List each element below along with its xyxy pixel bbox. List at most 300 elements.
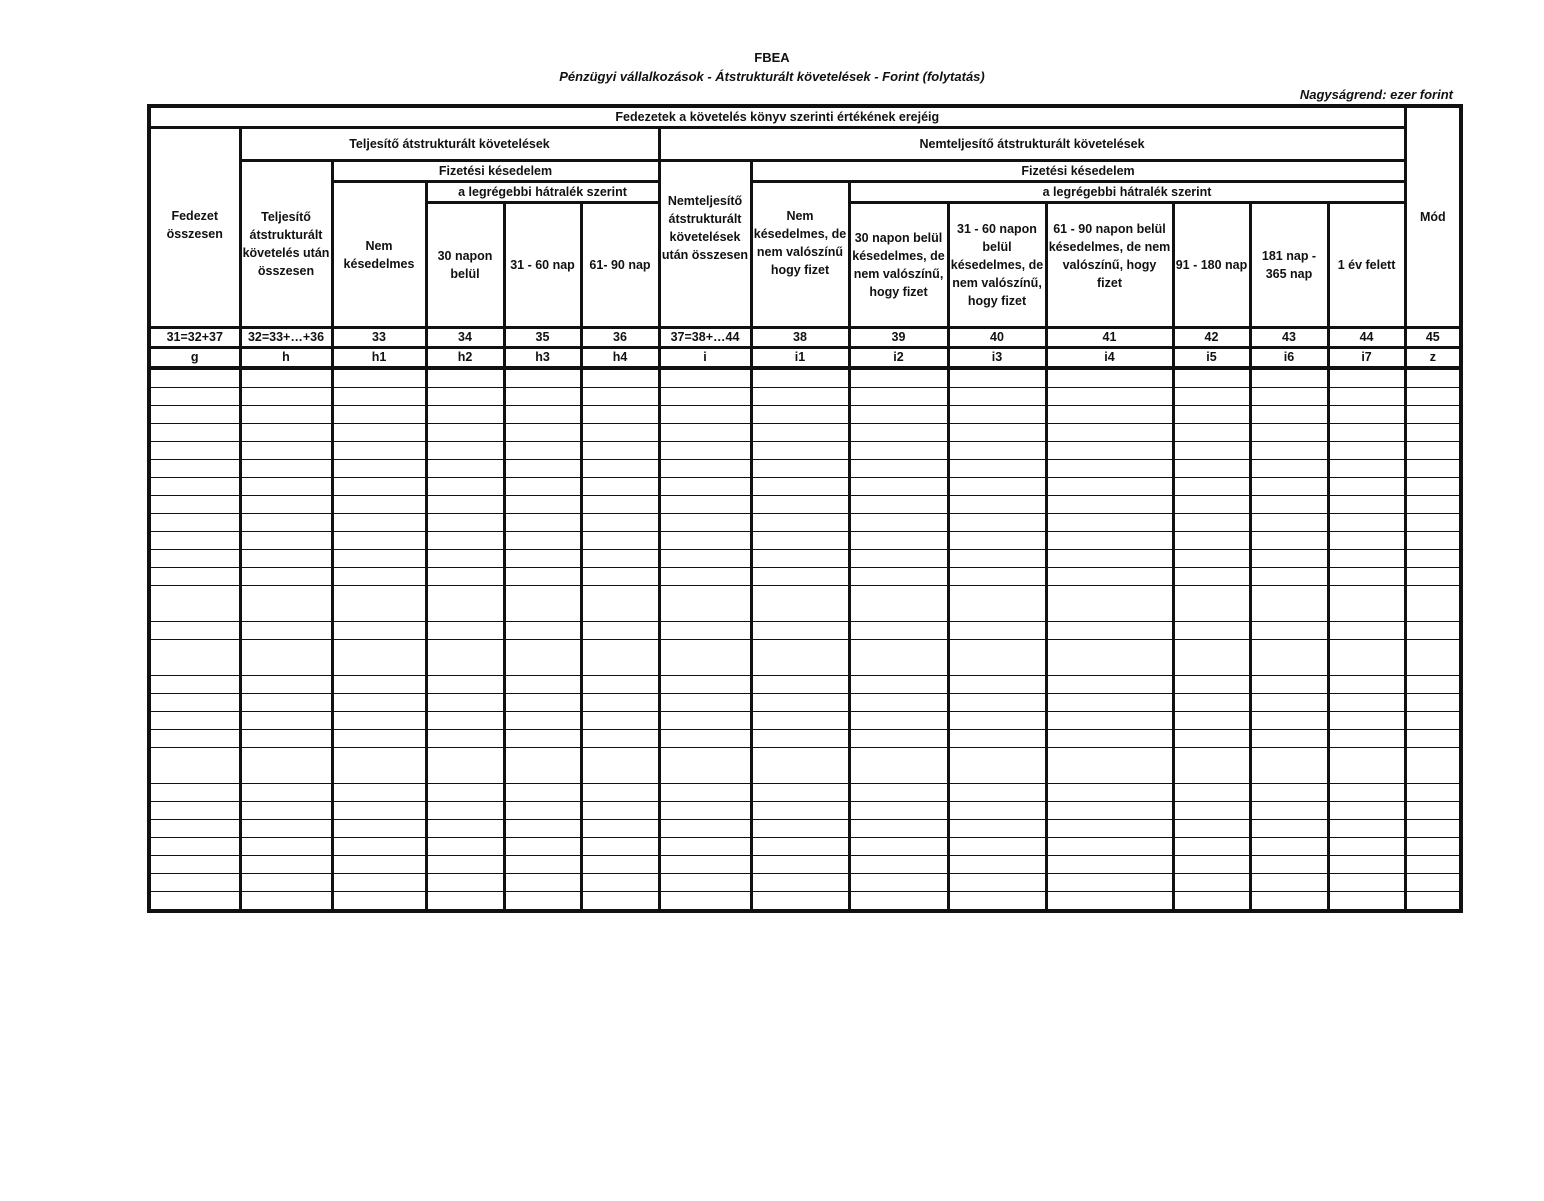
table-cell[interactable] — [1405, 874, 1461, 892]
table-cell[interactable] — [948, 532, 1046, 550]
table-cell[interactable] — [504, 496, 581, 514]
table-cell[interactable] — [581, 784, 659, 802]
table-cell[interactable] — [948, 514, 1046, 532]
table-cell[interactable] — [751, 820, 849, 838]
table-cell[interactable] — [751, 676, 849, 694]
table-cell[interactable] — [849, 514, 948, 532]
table-cell[interactable] — [581, 496, 659, 514]
table-cell[interactable] — [1250, 368, 1328, 388]
table-cell[interactable] — [1046, 856, 1173, 874]
table-cell[interactable] — [426, 640, 504, 676]
table-cell[interactable] — [948, 838, 1046, 856]
table-cell[interactable] — [1250, 802, 1328, 820]
table-cell[interactable] — [504, 550, 581, 568]
table-cell[interactable] — [1328, 368, 1405, 388]
table-cell[interactable] — [504, 820, 581, 838]
table-cell[interactable] — [751, 694, 849, 712]
table-cell[interactable] — [659, 820, 751, 838]
table-cell[interactable] — [1328, 424, 1405, 442]
table-cell[interactable] — [504, 640, 581, 676]
table-cell[interactable] — [1250, 496, 1328, 514]
table-cell[interactable] — [332, 568, 426, 586]
table-cell[interactable] — [332, 622, 426, 640]
table-cell[interactable] — [1046, 496, 1173, 514]
table-cell[interactable] — [504, 478, 581, 496]
table-cell[interactable] — [1405, 586, 1461, 622]
table-cell[interactable] — [1173, 856, 1250, 874]
table-cell[interactable] — [948, 388, 1046, 406]
table-cell[interactable] — [1405, 694, 1461, 712]
table-cell[interactable] — [948, 622, 1046, 640]
table-cell[interactable] — [149, 730, 240, 748]
table-cell[interactable] — [504, 406, 581, 424]
table-cell[interactable] — [240, 748, 332, 784]
table-cell[interactable] — [581, 712, 659, 730]
table-cell[interactable] — [659, 892, 751, 912]
table-cell[interactable] — [659, 784, 751, 802]
table-cell[interactable] — [1250, 460, 1328, 478]
table-cell[interactable] — [1405, 388, 1461, 406]
table-cell[interactable] — [948, 892, 1046, 912]
table-cell[interactable] — [751, 586, 849, 622]
table-cell[interactable] — [426, 838, 504, 856]
table-cell[interactable] — [240, 640, 332, 676]
table-cell[interactable] — [240, 442, 332, 460]
table-cell[interactable] — [581, 388, 659, 406]
table-cell[interactable] — [149, 712, 240, 730]
table-cell[interactable] — [504, 730, 581, 748]
table-cell[interactable] — [1328, 406, 1405, 424]
table-cell[interactable] — [240, 478, 332, 496]
table-cell[interactable] — [1173, 532, 1250, 550]
table-cell[interactable] — [849, 694, 948, 712]
table-cell[interactable] — [1328, 892, 1405, 912]
table-cell[interactable] — [332, 802, 426, 820]
table-cell[interactable] — [426, 712, 504, 730]
table-cell[interactable] — [240, 712, 332, 730]
table-cell[interactable] — [1405, 424, 1461, 442]
table-cell[interactable] — [332, 784, 426, 802]
table-cell[interactable] — [751, 496, 849, 514]
table-cell[interactable] — [332, 712, 426, 730]
table-cell[interactable] — [1405, 406, 1461, 424]
table-cell[interactable] — [504, 460, 581, 478]
table-cell[interactable] — [240, 730, 332, 748]
table-cell[interactable] — [1405, 784, 1461, 802]
table-cell[interactable] — [332, 406, 426, 424]
table-cell[interactable] — [1173, 478, 1250, 496]
table-cell[interactable] — [948, 496, 1046, 514]
table-cell[interactable] — [659, 478, 751, 496]
table-cell[interactable] — [149, 388, 240, 406]
table-cell[interactable] — [504, 568, 581, 586]
table-cell[interactable] — [1046, 514, 1173, 532]
table-cell[interactable] — [581, 424, 659, 442]
table-cell[interactable] — [1173, 676, 1250, 694]
table-cell[interactable] — [1328, 622, 1405, 640]
table-cell[interactable] — [849, 368, 948, 388]
table-cell[interactable] — [426, 550, 504, 568]
table-cell[interactable] — [751, 874, 849, 892]
table-cell[interactable] — [659, 388, 751, 406]
table-cell[interactable] — [581, 514, 659, 532]
table-cell[interactable] — [1250, 892, 1328, 912]
table-cell[interactable] — [1328, 514, 1405, 532]
table-cell[interactable] — [1046, 460, 1173, 478]
table-cell[interactable] — [332, 892, 426, 912]
table-cell[interactable] — [659, 368, 751, 388]
table-cell[interactable] — [659, 730, 751, 748]
table-cell[interactable] — [849, 460, 948, 478]
table-cell[interactable] — [948, 730, 1046, 748]
table-cell[interactable] — [149, 838, 240, 856]
table-cell[interactable] — [240, 892, 332, 912]
table-cell[interactable] — [1046, 388, 1173, 406]
table-cell[interactable] — [751, 784, 849, 802]
table-cell[interactable] — [849, 442, 948, 460]
table-cell[interactable] — [149, 892, 240, 912]
table-cell[interactable] — [1250, 748, 1328, 784]
table-cell[interactable] — [504, 388, 581, 406]
table-cell[interactable] — [1173, 442, 1250, 460]
table-cell[interactable] — [504, 694, 581, 712]
table-cell[interactable] — [849, 784, 948, 802]
table-cell[interactable] — [659, 406, 751, 424]
table-cell[interactable] — [504, 514, 581, 532]
table-cell[interactable] — [1328, 730, 1405, 748]
table-cell[interactable] — [1328, 460, 1405, 478]
table-cell[interactable] — [1046, 586, 1173, 622]
table-cell[interactable] — [240, 368, 332, 388]
table-cell[interactable] — [1328, 856, 1405, 874]
table-cell[interactable] — [332, 496, 426, 514]
table-cell[interactable] — [659, 532, 751, 550]
table-cell[interactable] — [149, 784, 240, 802]
table-cell[interactable] — [659, 424, 751, 442]
table-cell[interactable] — [1046, 478, 1173, 496]
table-cell[interactable] — [149, 406, 240, 424]
table-cell[interactable] — [751, 442, 849, 460]
table-cell[interactable] — [849, 496, 948, 514]
table-cell[interactable] — [504, 424, 581, 442]
table-cell[interactable] — [426, 388, 504, 406]
table-cell[interactable] — [240, 622, 332, 640]
table-cell[interactable] — [849, 730, 948, 748]
table-cell[interactable] — [1250, 388, 1328, 406]
table-cell[interactable] — [332, 424, 426, 442]
table-cell[interactable] — [1173, 892, 1250, 912]
table-cell[interactable] — [1046, 532, 1173, 550]
table-cell[interactable] — [332, 748, 426, 784]
table-cell[interactable] — [1250, 424, 1328, 442]
table-cell[interactable] — [426, 748, 504, 784]
table-cell[interactable] — [849, 586, 948, 622]
table-cell[interactable] — [849, 838, 948, 856]
table-cell[interactable] — [426, 820, 504, 838]
table-cell[interactable] — [1250, 820, 1328, 838]
table-cell[interactable] — [240, 388, 332, 406]
table-cell[interactable] — [240, 568, 332, 586]
table-cell[interactable] — [240, 676, 332, 694]
table-cell[interactable] — [948, 784, 1046, 802]
table-cell[interactable] — [948, 712, 1046, 730]
table-cell[interactable] — [581, 406, 659, 424]
table-cell[interactable] — [1046, 712, 1173, 730]
table-cell[interactable] — [1173, 748, 1250, 784]
table-cell[interactable] — [1046, 694, 1173, 712]
table-cell[interactable] — [751, 388, 849, 406]
table-cell[interactable] — [240, 532, 332, 550]
table-cell[interactable] — [849, 820, 948, 838]
table-cell[interactable] — [1250, 694, 1328, 712]
table-cell[interactable] — [426, 874, 504, 892]
table-cell[interactable] — [1173, 550, 1250, 568]
table-cell[interactable] — [149, 532, 240, 550]
table-cell[interactable] — [1405, 712, 1461, 730]
table-cell[interactable] — [751, 622, 849, 640]
table-cell[interactable] — [1046, 622, 1173, 640]
table-cell[interactable] — [1405, 496, 1461, 514]
table-cell[interactable] — [1173, 388, 1250, 406]
table-cell[interactable] — [581, 748, 659, 784]
table-cell[interactable] — [1250, 478, 1328, 496]
table-cell[interactable] — [240, 784, 332, 802]
table-cell[interactable] — [1173, 784, 1250, 802]
table-cell[interactable] — [849, 424, 948, 442]
table-cell[interactable] — [948, 368, 1046, 388]
table-cell[interactable] — [659, 748, 751, 784]
table-cell[interactable] — [1405, 676, 1461, 694]
table-cell[interactable] — [1173, 694, 1250, 712]
table-cell[interactable] — [149, 514, 240, 532]
table-cell[interactable] — [1173, 640, 1250, 676]
table-cell[interactable] — [849, 802, 948, 820]
table-cell[interactable] — [659, 856, 751, 874]
table-cell[interactable] — [1405, 730, 1461, 748]
table-cell[interactable] — [149, 368, 240, 388]
table-cell[interactable] — [948, 694, 1046, 712]
table-cell[interactable] — [240, 694, 332, 712]
table-cell[interactable] — [240, 514, 332, 532]
table-cell[interactable] — [332, 586, 426, 622]
table-cell[interactable] — [504, 586, 581, 622]
table-cell[interactable] — [948, 460, 1046, 478]
table-cell[interactable] — [504, 676, 581, 694]
table-cell[interactable] — [751, 838, 849, 856]
table-cell[interactable] — [149, 460, 240, 478]
table-cell[interactable] — [659, 694, 751, 712]
table-cell[interactable] — [1328, 820, 1405, 838]
table-cell[interactable] — [1046, 550, 1173, 568]
table-cell[interactable] — [751, 802, 849, 820]
table-cell[interactable] — [1328, 676, 1405, 694]
table-cell[interactable] — [426, 622, 504, 640]
table-cell[interactable] — [1046, 784, 1173, 802]
table-cell[interactable] — [1046, 640, 1173, 676]
table-cell[interactable] — [240, 550, 332, 568]
table-cell[interactable] — [1173, 496, 1250, 514]
table-cell[interactable] — [1046, 820, 1173, 838]
table-cell[interactable] — [1405, 892, 1461, 912]
table-cell[interactable] — [1405, 368, 1461, 388]
table-cell[interactable] — [240, 820, 332, 838]
table-cell[interactable] — [751, 406, 849, 424]
table-cell[interactable] — [504, 856, 581, 874]
table-cell[interactable] — [240, 460, 332, 478]
table-cell[interactable] — [1046, 838, 1173, 856]
table-cell[interactable] — [1328, 388, 1405, 406]
table-cell[interactable] — [659, 712, 751, 730]
table-cell[interactable] — [426, 802, 504, 820]
table-cell[interactable] — [659, 874, 751, 892]
table-cell[interactable] — [849, 640, 948, 676]
table-cell[interactable] — [751, 712, 849, 730]
table-cell[interactable] — [1250, 838, 1328, 856]
table-cell[interactable] — [426, 892, 504, 912]
table-cell[interactable] — [240, 838, 332, 856]
table-cell[interactable] — [1405, 622, 1461, 640]
table-cell[interactable] — [1328, 712, 1405, 730]
table-cell[interactable] — [948, 640, 1046, 676]
table-cell[interactable] — [149, 874, 240, 892]
table-cell[interactable] — [1046, 568, 1173, 586]
table-cell[interactable] — [504, 874, 581, 892]
table-cell[interactable] — [332, 514, 426, 532]
table-cell[interactable] — [948, 550, 1046, 568]
table-cell[interactable] — [1250, 622, 1328, 640]
table-cell[interactable] — [659, 442, 751, 460]
table-cell[interactable] — [426, 460, 504, 478]
table-cell[interactable] — [426, 424, 504, 442]
table-cell[interactable] — [504, 748, 581, 784]
table-cell[interactable] — [504, 368, 581, 388]
table-cell[interactable] — [581, 874, 659, 892]
table-cell[interactable] — [751, 424, 849, 442]
table-cell[interactable] — [504, 802, 581, 820]
table-cell[interactable] — [948, 748, 1046, 784]
table-cell[interactable] — [751, 892, 849, 912]
table-cell[interactable] — [581, 550, 659, 568]
table-cell[interactable] — [1250, 640, 1328, 676]
table-cell[interactable] — [1405, 568, 1461, 586]
table-cell[interactable] — [581, 802, 659, 820]
table-cell[interactable] — [149, 802, 240, 820]
table-cell[interactable] — [659, 586, 751, 622]
table-cell[interactable] — [849, 478, 948, 496]
table-cell[interactable] — [149, 748, 240, 784]
table-cell[interactable] — [1328, 874, 1405, 892]
table-cell[interactable] — [1173, 802, 1250, 820]
table-cell[interactable] — [240, 802, 332, 820]
table-cell[interactable] — [1046, 406, 1173, 424]
table-cell[interactable] — [849, 748, 948, 784]
table-cell[interactable] — [1328, 802, 1405, 820]
table-cell[interactable] — [332, 442, 426, 460]
table-cell[interactable] — [751, 568, 849, 586]
table-cell[interactable] — [240, 586, 332, 622]
table-cell[interactable] — [1250, 532, 1328, 550]
table-cell[interactable] — [581, 478, 659, 496]
table-cell[interactable] — [426, 496, 504, 514]
table-cell[interactable] — [1250, 514, 1328, 532]
table-cell[interactable] — [849, 676, 948, 694]
table-cell[interactable] — [849, 712, 948, 730]
table-cell[interactable] — [504, 532, 581, 550]
table-cell[interactable] — [948, 442, 1046, 460]
table-cell[interactable] — [332, 856, 426, 874]
table-cell[interactable] — [581, 676, 659, 694]
table-cell[interactable] — [659, 676, 751, 694]
table-cell[interactable] — [426, 514, 504, 532]
table-cell[interactable] — [332, 820, 426, 838]
table-cell[interactable] — [1173, 622, 1250, 640]
table-cell[interactable] — [149, 568, 240, 586]
table-cell[interactable] — [426, 368, 504, 388]
table-cell[interactable] — [1250, 676, 1328, 694]
table-cell[interactable] — [948, 802, 1046, 820]
table-cell[interactable] — [332, 874, 426, 892]
table-cell[interactable] — [1250, 586, 1328, 622]
table-cell[interactable] — [1173, 820, 1250, 838]
table-cell[interactable] — [659, 622, 751, 640]
table-cell[interactable] — [1405, 820, 1461, 838]
table-cell[interactable] — [659, 838, 751, 856]
table-cell[interactable] — [1173, 586, 1250, 622]
table-cell[interactable] — [1328, 568, 1405, 586]
table-cell[interactable] — [149, 424, 240, 442]
table-cell[interactable] — [581, 820, 659, 838]
table-cell[interactable] — [149, 856, 240, 874]
table-cell[interactable] — [504, 622, 581, 640]
table-cell[interactable] — [504, 784, 581, 802]
table-cell[interactable] — [240, 406, 332, 424]
table-cell[interactable] — [1173, 730, 1250, 748]
table-cell[interactable] — [1405, 514, 1461, 532]
table-cell[interactable] — [240, 424, 332, 442]
table-cell[interactable] — [426, 568, 504, 586]
table-cell[interactable] — [1405, 550, 1461, 568]
table-cell[interactable] — [332, 730, 426, 748]
table-cell[interactable] — [1173, 514, 1250, 532]
table-cell[interactable] — [332, 676, 426, 694]
table-cell[interactable] — [581, 856, 659, 874]
table-cell[interactable] — [1046, 442, 1173, 460]
table-cell[interactable] — [332, 550, 426, 568]
table-cell[interactable] — [581, 368, 659, 388]
table-cell[interactable] — [149, 820, 240, 838]
table-cell[interactable] — [1328, 496, 1405, 514]
table-cell[interactable] — [332, 478, 426, 496]
table-cell[interactable] — [849, 406, 948, 424]
table-cell[interactable] — [426, 676, 504, 694]
table-cell[interactable] — [1405, 442, 1461, 460]
table-cell[interactable] — [1328, 784, 1405, 802]
table-cell[interactable] — [1250, 568, 1328, 586]
table-cell[interactable] — [849, 568, 948, 586]
table-cell[interactable] — [581, 442, 659, 460]
table-cell[interactable] — [581, 460, 659, 478]
table-cell[interactable] — [504, 838, 581, 856]
table-cell[interactable] — [426, 856, 504, 874]
table-cell[interactable] — [332, 460, 426, 478]
table-cell[interactable] — [1250, 730, 1328, 748]
table-cell[interactable] — [948, 874, 1046, 892]
table-cell[interactable] — [751, 478, 849, 496]
table-cell[interactable] — [948, 406, 1046, 424]
table-cell[interactable] — [240, 856, 332, 874]
table-cell[interactable] — [948, 676, 1046, 694]
table-cell[interactable] — [659, 496, 751, 514]
